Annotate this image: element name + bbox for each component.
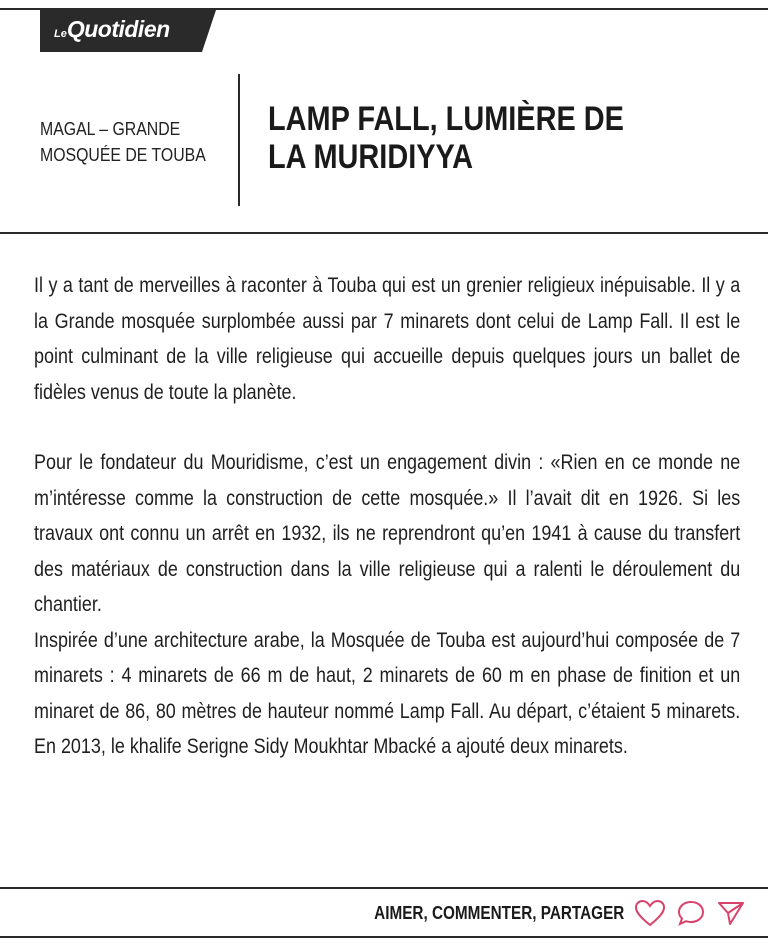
logo-text <box>54 16 170 43</box>
article-kicker: MAGAL – GRANDE MOSQUÉE DE TOUBA <box>40 119 206 165</box>
heart-icon[interactable] <box>634 899 666 927</box>
article-paragraph-2: Pour le fondateur du Mouridisme, c’est un engagement divin : «Rien en ce monde ne m’intéresse comme la construction de cette mosquée.» Il l’avait dit en 1926. Si les travaux ont connu un arrêt en 1932, ils ne reprendront qu’en 1941 à cause du transfert des matériaux de construction dans la ville religieuse qui a ralenti le déroulement du chantier. <box>34 451 741 616</box>
comment-icon[interactable] <box>676 899 706 927</box>
logo-name: Quotidien <box>66 16 170 42</box>
header-rule <box>0 232 768 234</box>
header-divider <box>238 74 240 206</box>
article-body <box>34 268 740 765</box>
footer-bottom-rule <box>0 936 768 938</box>
article-paragraph-3: Inspirée d’une architecture arabe, la Mosquée de Touba est aujourd’hui composée de 7 minarets : 4 minarets de 66 m de haut, 2 minarets de 60 m en phase de finition et un minaret de 86, 80 mètres de hauteur nommé Lamp Fall. Au départ, c’étaient 5 minarets. En 2013, le khalife Serigne Sidy Moukhtar Mbacké a ajouté deux minarets. <box>34 628 741 758</box>
social-actions <box>330 895 746 931</box>
share-icon[interactable] <box>716 899 746 927</box>
article-paragraph-1: Il y a tant de merveilles à raconter à Touba qui est un grenier religieux inépuisable. Il y a la Grande mosquée surplombée aussi par 7 minarets dont celui de Lamp Fall. Il est le point culminant de la ville religieuse qui accueille depuis quelques jours un ballet de fidèles venus de toute la planète. <box>34 274 741 404</box>
footer-top-rule <box>0 887 768 889</box>
brand-logo <box>40 10 216 52</box>
actions-label: AIMER, COMMENTER, PARTAGER <box>373 902 624 923</box>
article-headline: LAMP FALL, LUMIÈRE DE LA MURIDIYYA <box>268 100 624 176</box>
logo-prefix: Le <box>54 28 67 40</box>
